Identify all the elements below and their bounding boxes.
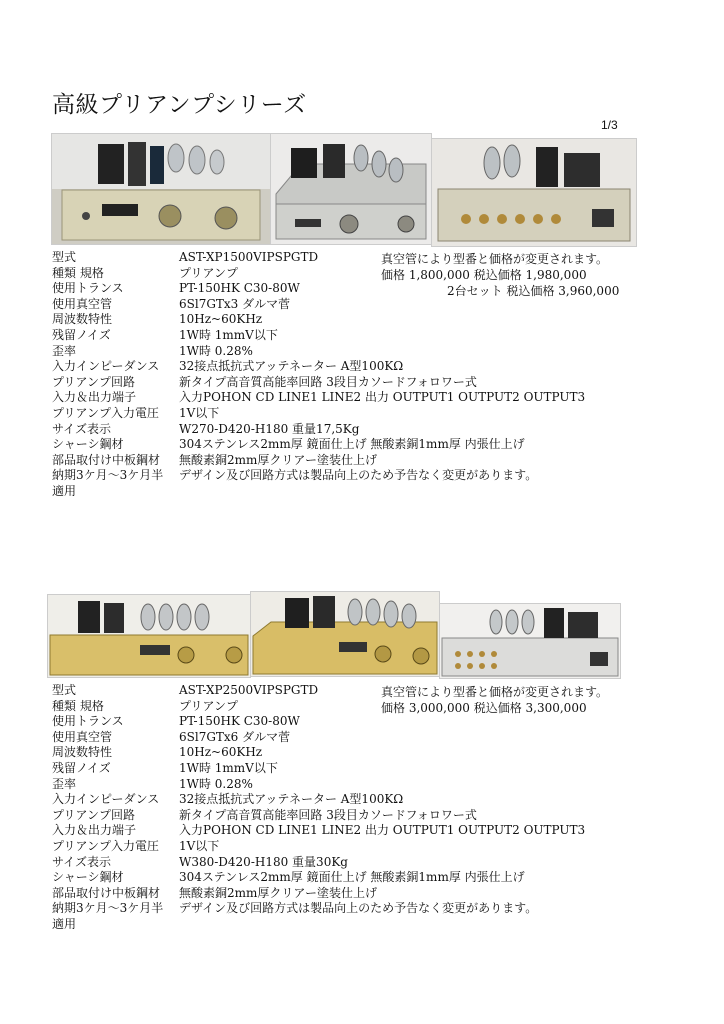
spec-value: 6Sl7GTx3 ダルマ菅 [179,296,291,311]
spec-value: 32接点抵抗式アッテネーター A型100KΩ [179,792,404,807]
spec-value: プリアンプ [179,698,239,713]
spec-row [52,870,672,886]
spec-label: 残留ノイズ [52,760,111,775]
spec-value: PT-150HK C30-80W [179,281,300,296]
spec-row [52,714,672,730]
spec-label: 使用トランス [52,281,124,296]
spec-value: 1V以下 [179,838,220,853]
spec-row [52,453,672,469]
spec-value: 6Sl7GTx6 ダルマ菅 [179,729,291,744]
product-2-price: 価格 3,000,000 税込価格 3,300,000 [381,701,587,715]
spec-label: 周波数特性 [52,745,113,760]
spec-label: プリアンプ入力電圧 [52,838,160,853]
page-title: 高級プリアンプシリーズ [52,92,307,118]
spec-row [52,839,672,855]
spec-label: 種類 規格 [52,698,104,713]
spec-label: サイズ表示 [52,421,112,436]
spec-label: 部品取付け中板鋼材 [52,452,161,467]
spec-value: 1W時 0.28% [179,776,253,791]
spec-label: 入力＆出力端子 [52,390,137,405]
spec-label: 型式 [52,250,77,264]
spec-label: プリアンプ入力電圧 [52,405,160,420]
product-1-photo-angled [270,133,432,245]
spec-label: 入力インピーダンス [52,792,160,807]
spec-value: W380-D420-H180 重量30Kg [179,854,348,869]
product-2-photo-rear [439,603,621,679]
spec-row [52,823,672,839]
product-1-photo-rear [431,138,637,247]
spec-row [52,375,672,391]
spec-row [52,777,672,793]
spec-row [52,855,672,871]
spec-label: 納期3ケ月～3ケ月半 [52,901,164,916]
spec-label: プリアンプ回路 [52,374,136,389]
spec-row [52,437,672,453]
spec-label: シャーシ鋼材 [52,437,124,452]
spec-value: プリアンプ [179,265,239,280]
spec-label: 適用 [52,916,77,931]
spec-row [52,886,672,902]
product-1-price: 価格 1,800,000 税込価格 1,980,000 [381,268,587,282]
product-1-set-price: 2台セット 税込価格 3,960,000 [447,284,620,298]
spec-value: 304ステンレス2mm厚 鏡面仕上げ 無酸素銅1mm厚 内張仕上げ [179,870,525,885]
spec-value: AST-XP1500VIPSPGTD [179,250,319,264]
spec-value: 304ステンレス2mm厚 鏡面仕上げ 無酸素銅1mm厚 内張仕上げ [179,437,525,452]
preamp-gold-angled-photo-icon [251,592,439,676]
spec-value: 10Hz~60KHz [179,745,263,760]
spec-row [52,730,672,746]
product-1-photo-front [51,133,271,245]
spec-row [52,745,672,761]
spec-value: デザイン及び回路方式は製品向上のため予告なく変更があります。 [179,901,538,916]
spec-row [52,761,672,777]
spec-label: 使用真空管 [52,729,113,744]
spec-row [52,390,672,406]
spec-value: W270-D420-H180 重量17,5Kg [179,421,360,436]
spec-value: 新タイプ高音質高能率回路 3段目カソードフォロワー式 [179,807,477,822]
spec-value: 32接点抵抗式アッテネーター A型100KΩ [179,359,404,374]
preamp-front-photo-icon [52,134,270,244]
spec-row [52,312,672,328]
spec-label: 周波数特性 [52,312,113,327]
spec-row [52,808,672,824]
preamp-angled-photo-icon [271,134,431,244]
spec-label: 納期3ケ月～3ケ月半 [52,468,164,483]
page-number: 1/3 [601,118,618,132]
spec-label: 使用トランス [52,714,124,729]
product-2-photo-front [47,594,251,678]
spec-value: 無酸素銅2mm厚クリアー塗装仕上げ [179,452,378,467]
preamp-rear-photo-icon [432,139,636,246]
spec-label: 適用 [52,483,77,498]
spec-label: 使用真空管 [52,296,113,311]
spec-label: サイズ表示 [52,854,112,869]
spec-value: 1V以下 [179,405,220,420]
spec-row [52,297,672,313]
spec-row [52,422,672,438]
spec-label: 歪率 [52,776,77,791]
spec-row [52,484,672,500]
spec-row [52,328,672,344]
preamp-silver-rear-photo-icon [440,604,620,678]
spec-row [52,917,672,933]
spec-label: プリアンプ回路 [52,807,136,822]
spec-row [52,792,672,808]
spec-value: 10Hz~60KHz [179,312,263,327]
spec-value: 無酸素銅2mm厚クリアー塗装仕上げ [179,885,378,900]
spec-value: 入力POHON CD LINE1 LINE2 出力 OUTPUT1 OUTPUT2 OUTPUT3 [179,823,586,838]
product-2-photo-angled [250,591,440,677]
spec-label: シャーシ鋼材 [52,870,124,885]
spec-value: 1W時 1mmV以下 [179,760,278,775]
spec-label: 歪率 [52,343,77,358]
spec-label: 種類 規格 [52,265,104,280]
product-2-price-change-note: 真空管により型番と価格が変更されます。 [381,685,609,699]
spec-value: 1W時 1mmV以下 [179,327,278,342]
spec-row [52,901,672,917]
spec-label: 残留ノイズ [52,327,111,342]
spec-label: 型式 [52,683,77,697]
product-1-price-change-note: 真空管により型番と価格が変更されます。 [381,252,609,266]
spec-value: 新タイプ高音質高能率回路 3段目カソードフォロワー式 [179,374,477,389]
spec-value: PT-150HK C30-80W [179,714,300,729]
spec-value: デザイン及び回路方式は製品向上のため予告なく変更があります。 [179,468,538,483]
spec-value: 入力POHON CD LINE1 LINE2 出力 OUTPUT1 OUTPUT2 OUTPUT3 [179,390,586,405]
spec-row [52,468,672,484]
spec-label: 入力＆出力端子 [52,823,137,838]
spec-row [52,359,672,375]
product-2-spec-table [52,683,672,933]
spec-label: 入力インピーダンス [52,359,160,374]
spec-value: 1W時 0.28% [179,343,253,358]
spec-row [52,344,672,360]
preamp-gold-front-photo-icon [48,595,250,677]
spec-label: 部品取付け中板鋼材 [52,885,161,900]
spec-row [52,406,672,422]
spec-value: AST-XP2500VIPSPGTD [179,683,319,697]
